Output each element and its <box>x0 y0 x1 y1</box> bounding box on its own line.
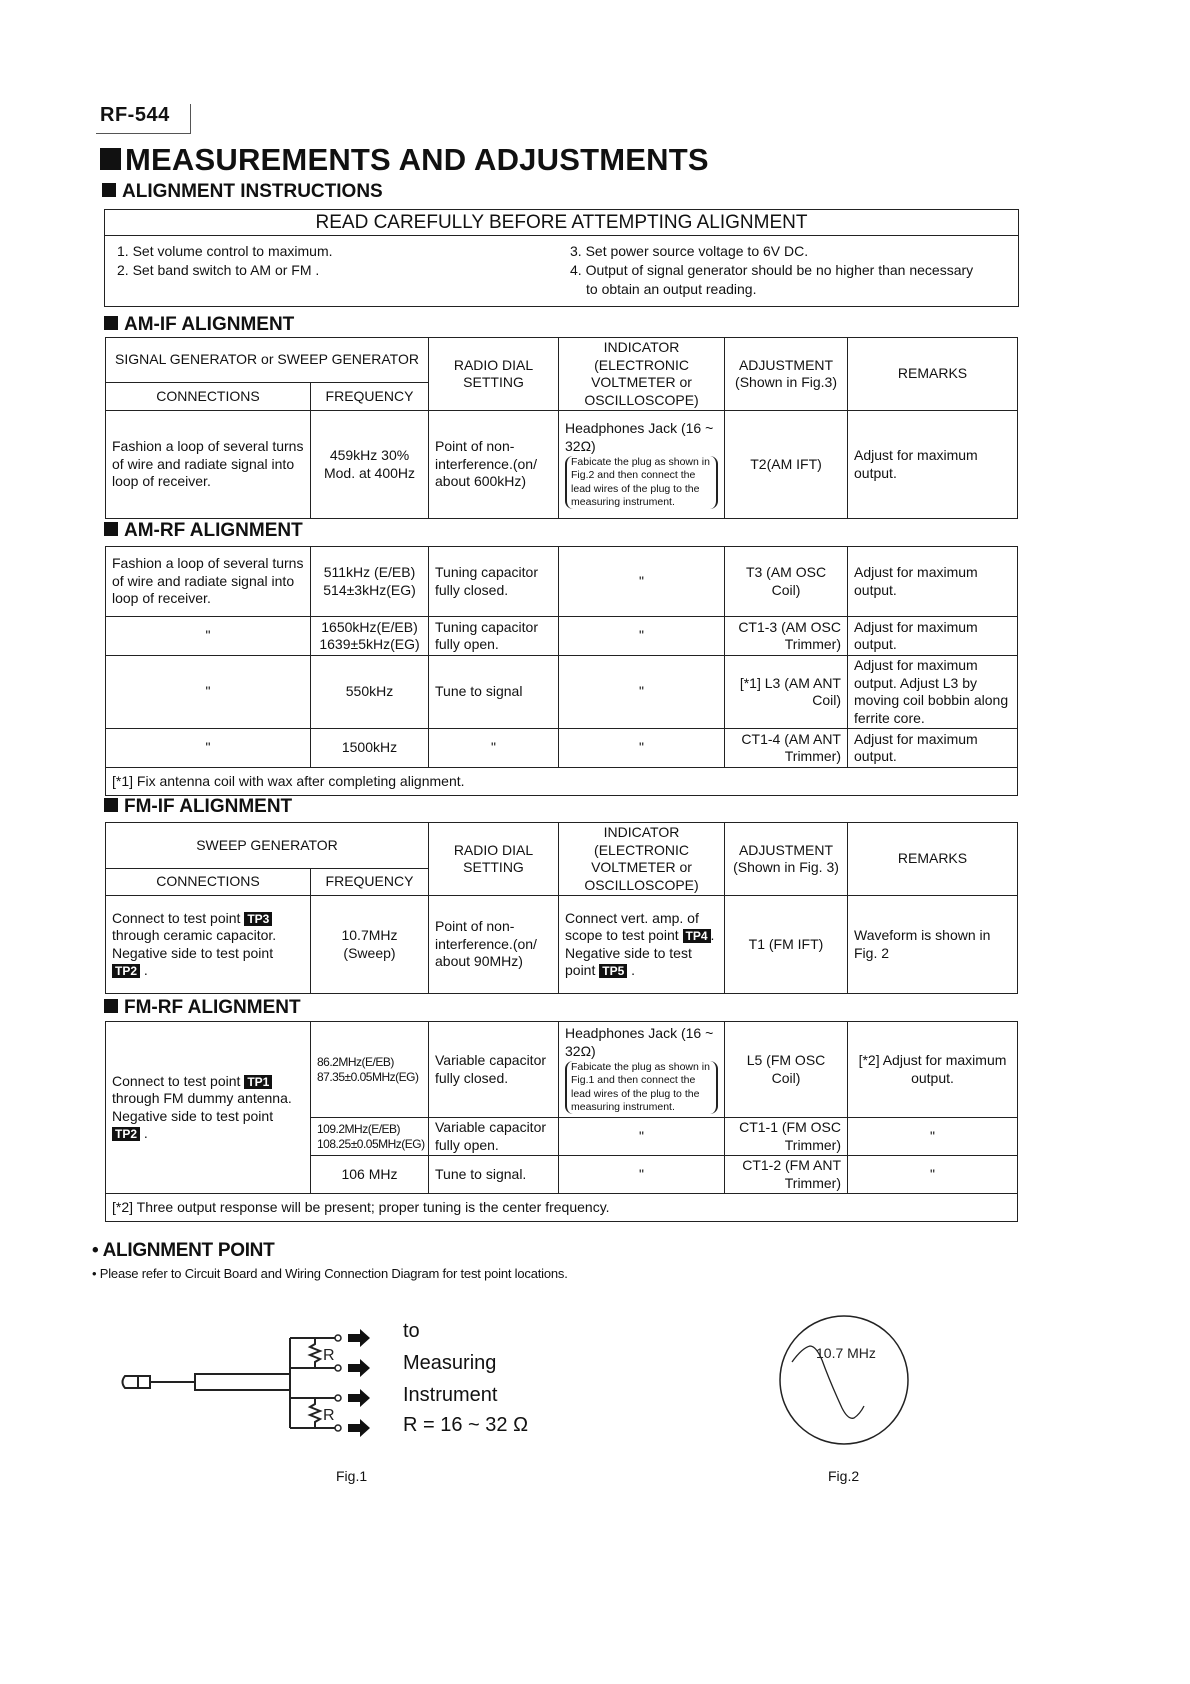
fig1-label: Fig.1 <box>336 1468 368 1484</box>
cell-indicator: Connect vert. amp. of scope to test point TP4 . Negative side to test point TP5 . <box>559 896 725 994</box>
square-bullet-icon <box>102 183 116 197</box>
model-number: RF-544 <box>100 104 170 126</box>
fig2-frequency: 10.7 MHz <box>816 1345 876 1361</box>
header-remarks: REMARKS <box>848 823 1018 896</box>
square-bullet-icon <box>104 522 118 536</box>
test-point-badge: TP1 <box>244 1075 272 1089</box>
table-row: " 550kHz Tune to signal " [*1] L3 (AM ANT Coil) Adjust for maximum output. Adjust L3 by moving coil bobbin along ferrite core. <box>106 656 1018 729</box>
fig1-text-line: Instrument <box>403 1384 498 1406</box>
header-radio-dial: RADIO DIAL SETTING <box>429 823 559 896</box>
table-row: Connect to test point TP3 through ceramic capacitor. Negative side to test point TP2 . 10.7MHz (Sweep) Point of non-interference.(on/ about 90MHz) Connect vert. amp. of scope to test point TP4 . Negative side to test point TP5 . T1 (FM IFT) Waveform is shown in Fig. 2 <box>106 896 1018 994</box>
page-title: MEASUREMENTS AND ADJUSTMENTS <box>100 142 709 178</box>
cell-indicator: Headphones Jack (16 ~ 32Ω) Fabicate the plug as shown in Fig.2 and then connect the lead wires of the plug to the measuring instrument. <box>559 411 725 519</box>
header-connections: CONNECTIONS <box>106 383 311 411</box>
cell-connections: Connect to test point TP3 through ceramic capacitor. Negative side to test point TP2 . <box>106 896 311 994</box>
fm-if-heading: FM-IF ALIGNMENT <box>104 796 292 818</box>
resistor-label: R <box>323 1347 335 1364</box>
header-indicator: INDICATOR (ELECTRONIC VOLTMETER or OSCILLOSCOPE) <box>559 823 725 896</box>
cell-frequency: 459kHz 30% Mod. at 400Hz <box>311 411 429 519</box>
fig1-text-line: to <box>403 1320 420 1342</box>
table-row: 109.2MHz(E/EB) 108.25±0.05MHz(EG) Variable capacitor fully open. " CT1-1 (FM OSC Trimmer) " <box>106 1118 1018 1156</box>
indicator-note: Fabicate the plug as shown in Fig.1 and then connect the lead wires of the plug to the measuring instrument. <box>565 1061 718 1114</box>
header-radio-dial: RADIO DIAL SETTING <box>429 338 559 411</box>
header-frequency: FREQUENCY <box>311 383 429 411</box>
am-rf-table <box>105 546 1018 796</box>
header-sig-gen: SIGNAL GENERATOR or SWEEP GENERATOR <box>106 338 429 383</box>
cell-remarks: Adjust for maximum output. <box>848 411 1018 519</box>
square-bullet-icon <box>100 148 121 170</box>
resistor-label: R <box>323 1407 335 1424</box>
cell-dial: Point of non-interference.(on/ about 600kHz) <box>429 411 559 519</box>
fig2-label: Fig.2 <box>828 1468 860 1484</box>
cell-indicator: Headphones Jack (16 ~ 32Ω) Fabicate the plug as shown in Fig.1 and then connect the lead wires of the plug to the measuring instrument. <box>559 1022 725 1118</box>
square-bullet-icon <box>104 999 118 1013</box>
table-row: Connect to test point TP1 through FM dummy antenna. Negative side to test point TP2 . 86.2MHz(E/EB) 87.35±0.05MHz(EG) Variable capacitor fully closed. Headphones Jack (16 ~ 32Ω) Fabicate the plug as shown in Fig.1 and then connect the lead wires of the plug to the measuring instrument. L5 (FM OSC Coil) [*2] Adjust for maximum output. <box>106 1022 1018 1118</box>
table-row: Fashion a loop of several turns of wire and radiate signal into loop of receiver. 511kHz (E/EB) 514±3kHz(EG) Tuning capacitor fully closed. " T3 (AM OSC Coil) Adjust for maximum output. <box>106 547 1018 617</box>
fig1-text-line: Measuring <box>403 1352 497 1374</box>
table-row: " 1500kHz " " CT1-4 (AM ANT Trimmer) Adjust for maximum output. <box>106 729 1018 768</box>
header-indicator: INDICATOR (ELECTRONIC VOLTMETER or OSCILLOSCOPE) <box>559 338 725 411</box>
instructions-right: 3. Set power source voltage to 6V DC. 4. Output of signal generator should be no higher than necessary to obtain an output reading. <box>570 243 974 297</box>
test-point-badge: TP4 <box>683 929 711 943</box>
am-rf-heading: AM-RF ALIGNMENT <box>104 520 303 542</box>
fm-rf-table <box>105 1021 1018 1222</box>
cell-adjustment: T2(AM IFT) <box>725 411 848 519</box>
square-bullet-icon <box>104 316 118 330</box>
header-sweep: SWEEP GENERATOR <box>106 823 429 869</box>
section-heading: ALIGNMENT INSTRUCTIONS <box>102 181 383 203</box>
header-adjustment: ADJUSTMENT (Shown in Fig. 3) <box>725 823 848 896</box>
fm-if-table <box>105 822 1018 994</box>
table-row: " 1650kHz(E/EB) 1639±5kHz(EG) Tuning capacitor fully open. " CT1-3 (AM OSC Trimmer) Adjust for maximum output. <box>106 617 1018 656</box>
am-if-heading: AM-IF ALIGNMENT <box>104 314 294 336</box>
instructions-title: READ CAREFULLY BEFORE ATTEMPTING ALIGNMENT <box>105 210 1018 236</box>
instructions-left: 1. Set volume control to maximum. 2. Set band switch to AM or FM . <box>117 243 333 278</box>
header-frequency: FREQUENCY <box>311 868 429 895</box>
fig2-waveform-diagram <box>772 1310 932 1450</box>
test-point-badge: TP3 <box>244 912 272 926</box>
instructions-box <box>104 209 1019 307</box>
fig1-plug-diagram <box>120 1318 380 1448</box>
cell-connections: Fashion a loop of several turns of wire and radiate signal into loop of receiver. <box>106 411 311 519</box>
indicator-note: Fabicate the plug as shown in Fig.2 and then connect the lead wires of the plug to the measuring instrument. <box>565 456 718 509</box>
am-rf-footnote: [*1] Fix antenna coil with wax after completing alignment. <box>106 768 1018 796</box>
fm-rf-heading: FM-RF ALIGNMENT <box>104 997 301 1019</box>
fm-rf-footnote: [*2] Three output response will be present; proper tuning is the center frequency. <box>106 1194 1018 1222</box>
alignment-point-title: • ALIGNMENT POINT <box>92 1240 275 1261</box>
test-point-badge: TP2 <box>112 1127 140 1141</box>
header-remarks: REMARKS <box>848 338 1018 411</box>
header-connections: CONNECTIONS <box>106 868 311 895</box>
fig1-text-line: R = 16 ~ 32 Ω <box>403 1414 529 1436</box>
table-row: 106 MHz Tune to signal. " CT1-2 (FM ANT Trimmer) " <box>106 1156 1018 1194</box>
test-point-badge: TP2 <box>112 964 140 978</box>
model-divider <box>190 104 191 134</box>
model-underline <box>96 133 191 134</box>
cell-connections: Connect to test point TP1 through FM dummy antenna. Negative side to test point TP2 . <box>106 1022 311 1194</box>
alignment-point-note: • Please refer to Circuit Board and Wiring Connection Diagram for test point locations. <box>92 1266 568 1281</box>
test-point-badge: TP5 <box>599 964 627 978</box>
header-adjustment: ADJUSTMENT (Shown in Fig.3) <box>725 338 848 411</box>
am-if-table <box>105 337 1018 519</box>
square-bullet-icon <box>104 798 118 812</box>
